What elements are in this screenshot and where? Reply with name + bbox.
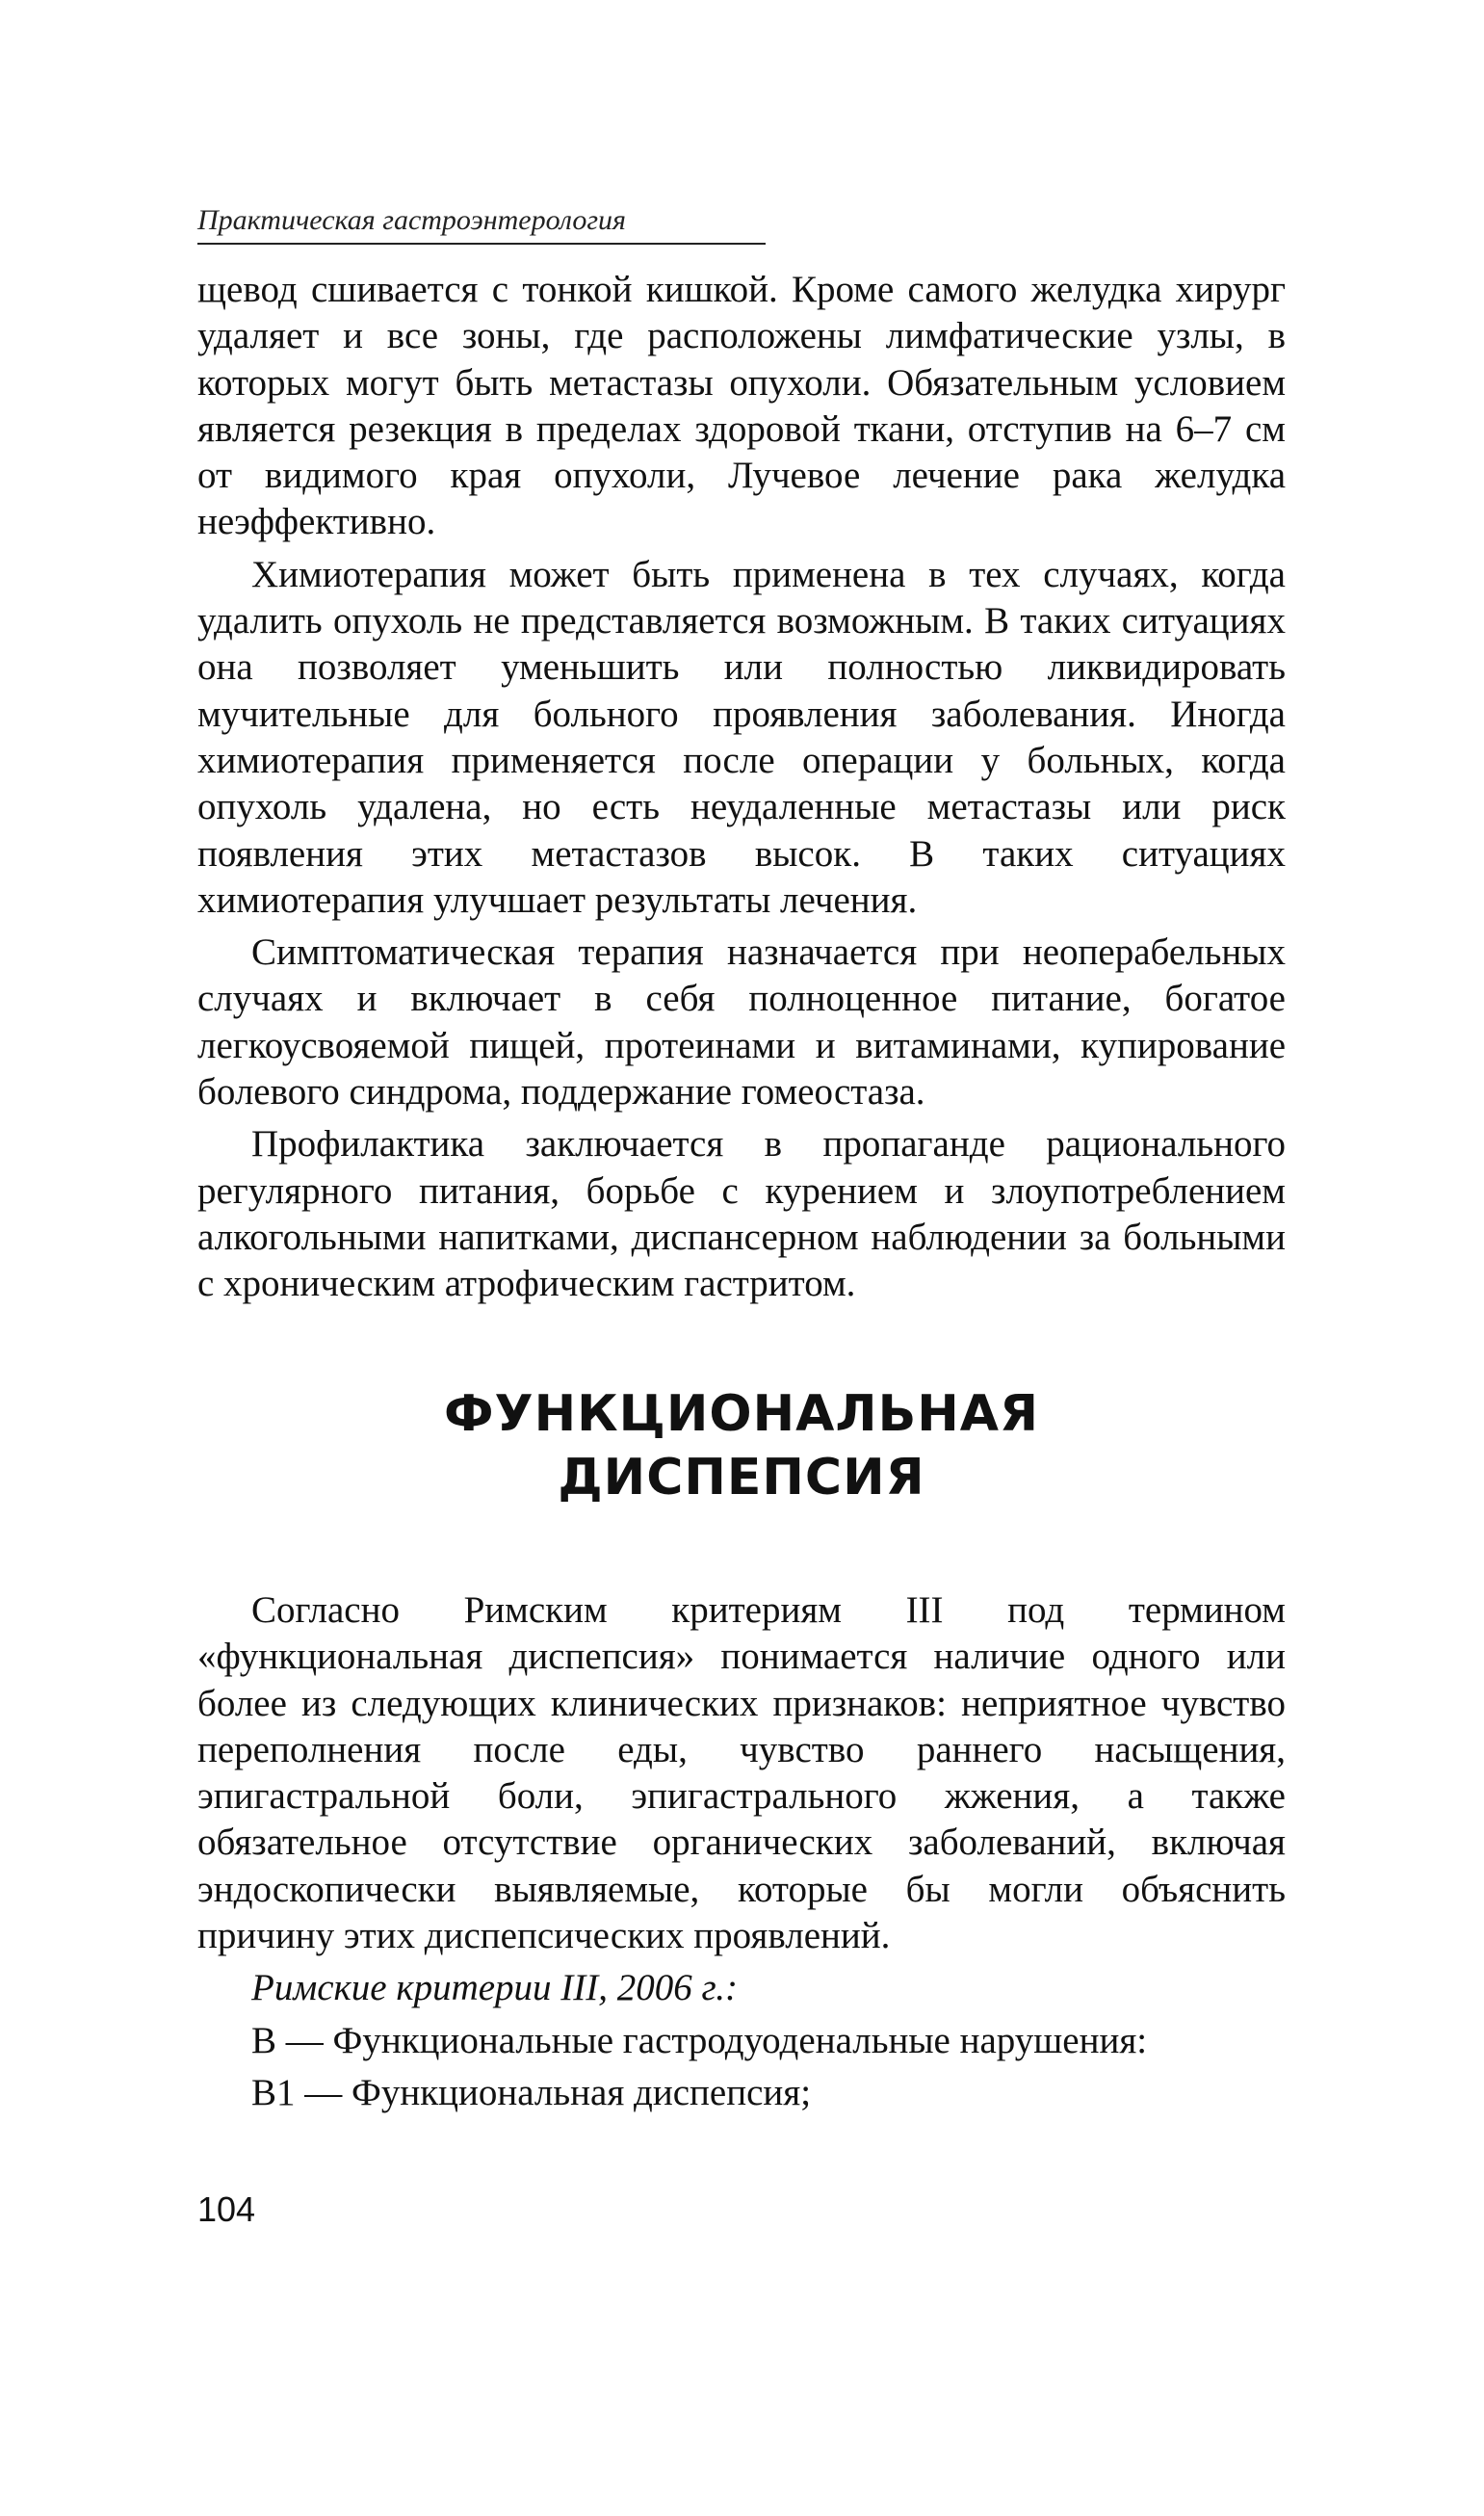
section-heading-line2: ДИСПЕПСИЯ xyxy=(558,1449,925,1507)
paragraph-symptomatic-therapy: Симптоматическая терапия назначается при неоперабельных случаях и включает в себя полноценное питание, богатое легкоусвояемой пищей, протеинами и витаминами, купирование болевого синдрома, поддержание гомеостаза. xyxy=(197,931,1286,1114)
text-block-bottom xyxy=(197,1587,1286,2122)
paragraph-prevention: Профилактика заключается в пропаганде рационального регулярного питания, борьбе с курением и злоупотреблением алкогольными напитками, диспансерном наблюдении за больными с хроническим атрофическим гастритом. xyxy=(197,1123,1286,1305)
running-head: Практическая гастроэнтерология xyxy=(197,202,766,245)
section-heading-line1: ФУНКЦИОНАЛЬНАЯ xyxy=(443,1385,1040,1443)
text-block-top xyxy=(197,267,1286,1314)
criteria-title: Римские критерии III, 2006 г.: xyxy=(251,1967,738,2009)
criteria-item-b1: В1 — Функциональная диспепсия; xyxy=(251,2071,812,2113)
criteria-item-b: В — Функциональные гастродуоденальные нарушения: xyxy=(251,2019,1148,2061)
paragraph-surgery: щевод сшивается с тонкой кишкой. Кроме самого желудка хирург удаляет и все зоны, где расположены лимфатические узлы, в которых могут быть метастазы опухоли. Обязательным условием является резекция в пределах здоровой ткани, отступив на 6–7 см от видимого края опухоли, Лучевое лечение рака желудка неэффективно. xyxy=(197,269,1286,543)
paragraph-rome-criteria-definition: Согласно Римским критериям III под термином «функциональная диспепсия» понимается наличие одного или более из следующих клинических признаков: неприятное чувство переполнения после еды, чувство раннего насыщения, эпигастральной боли, эпигастрального жжения, а также обязательное отсутствие органических заболеваний, включая эндоскопически выявляемые, которые бы могли объяснить причину этих диспепсических проявлений. xyxy=(197,1589,1286,1957)
page-number: 104 xyxy=(197,2189,256,2229)
section-heading xyxy=(197,1382,1286,1509)
paragraph-chemotherapy: Химиотерапия может быть применена в тех случаях, когда удалить опухоль не представляется возможным. В таких ситуациях она позволяет уменьшить или полностью ликвидировать мучительные для больного проявления заболевания. Иногда химиотерапия применяется после операции у больных, когда опухоль удалена, но есть неудаленные метастазы или риск появления этих метастазов высок. В таких ситуациях химиотерапия улучшает результаты лечения. xyxy=(197,553,1286,921)
